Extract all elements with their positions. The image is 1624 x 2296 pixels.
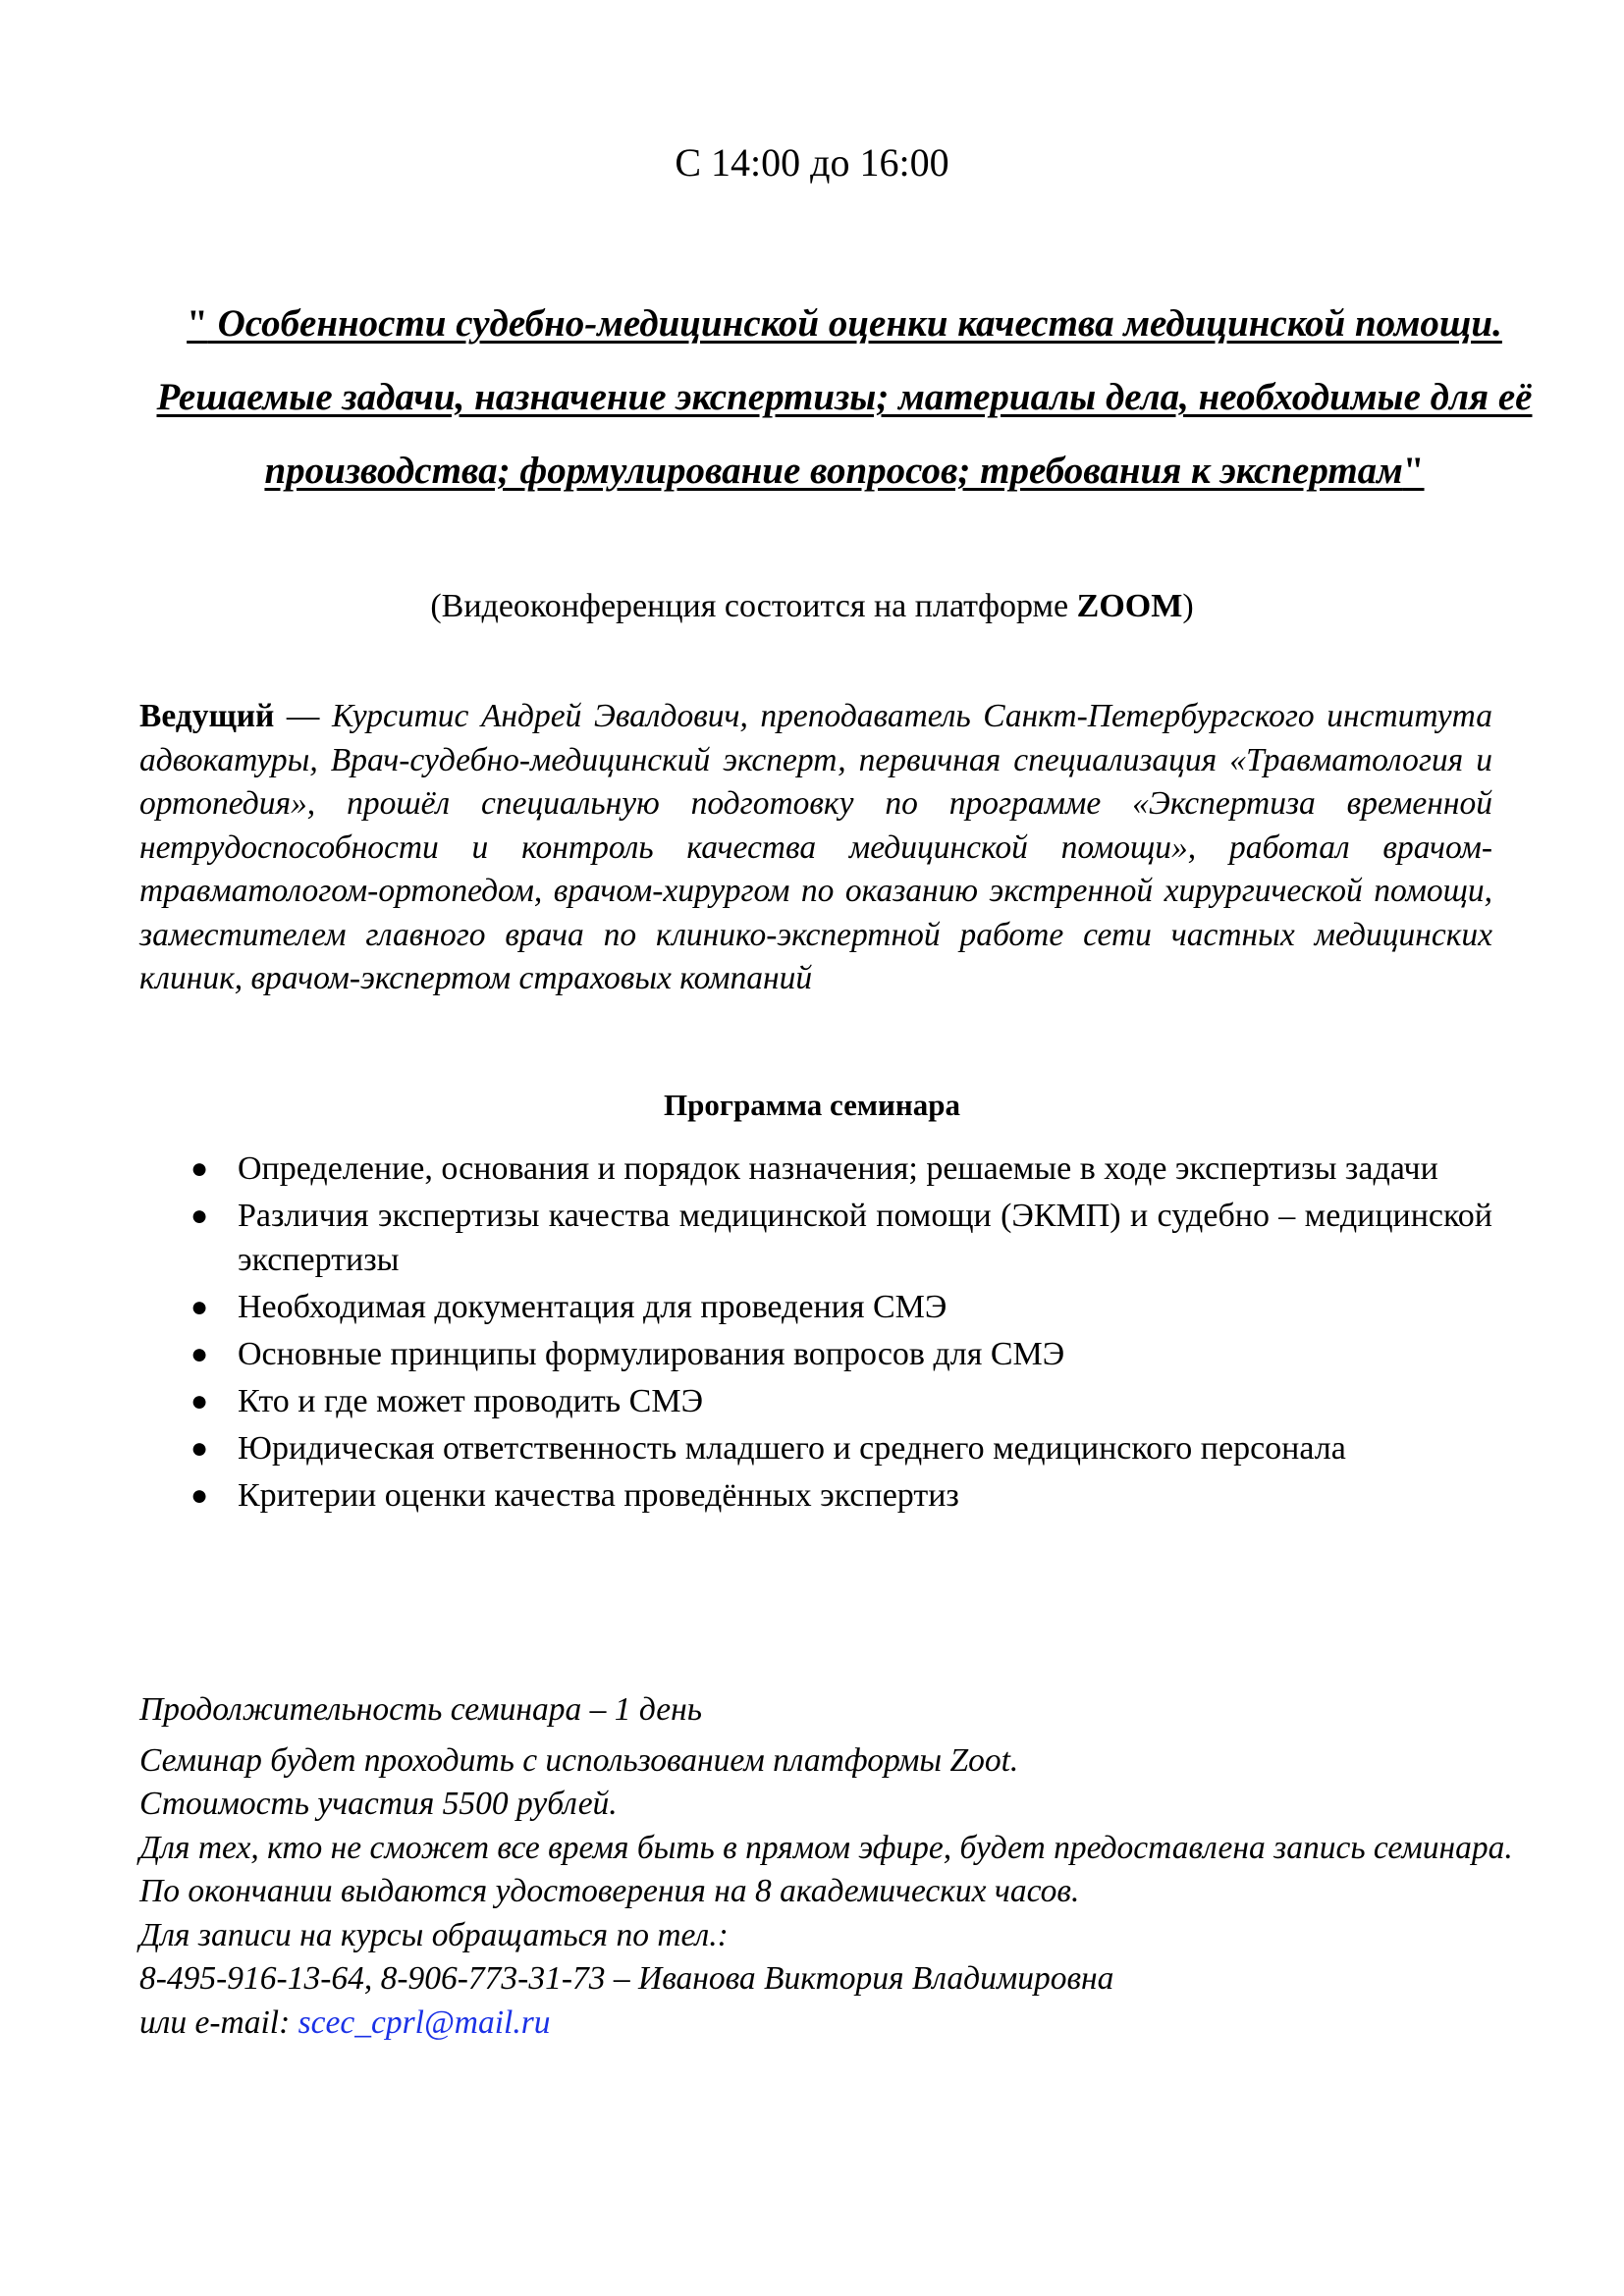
email-link[interactable]: scec_cprl@mail.ru xyxy=(298,2003,551,2041)
recording-line: Для тех, кто не сможет все время быть в прямом эфире, будет предоставлена запись семинара. xyxy=(139,1829,1513,1866)
program-item xyxy=(179,1332,1492,1376)
lecturer-paragraph xyxy=(139,695,1492,1001)
bullet-icon: ● xyxy=(190,1152,209,1185)
program-item xyxy=(179,1194,1492,1282)
lecturer-dash: — xyxy=(274,698,332,734)
program-item xyxy=(179,1285,1492,1329)
title-close-quote: " xyxy=(1402,450,1425,492)
seminar-details xyxy=(139,1688,1514,2045)
conference-note-text: (Видеоконференция состоится на платформе xyxy=(430,588,1077,624)
program-item-text: Различия экспертизы качества медицинской помощи (ЭКМП) и судебно – медицинской экспертизы xyxy=(238,1198,1492,1278)
bullet-icon: ● xyxy=(190,1385,209,1417)
platform-name: ZOOM xyxy=(1076,588,1183,624)
program-item xyxy=(179,1147,1492,1191)
bullet-icon: ● xyxy=(190,1432,209,1465)
seminar-time: С 14:00 до 16:00 xyxy=(675,140,949,185)
program-item xyxy=(179,1426,1492,1470)
bullet-icon: ● xyxy=(190,1338,209,1370)
program-item-text: Основные принципы формулирования вопросов для СМЭ xyxy=(238,1336,1065,1372)
phones-line: 8-495-916-13-64, 8-906-773-31-73 – Иванова Виктория Владимировна xyxy=(139,1960,1114,1997)
seminar-title xyxy=(147,287,1542,507)
title-text: Особенности судебно-медицинской оценки качества медицинской помощи. Решаемые задачи, назначение экспертизы; материалы дела, необходимые для её производства; формулирование вопросов; требования к экспертам xyxy=(156,302,1533,492)
price-line: Стоимость участия 5500 рублей. xyxy=(139,1786,618,1822)
title-open-quote: " xyxy=(187,302,208,345)
lecturer-label: Ведущий xyxy=(139,698,275,734)
duration-line: Продолжительность семинара – 1 день xyxy=(139,1691,702,1728)
platform-line: Семинар будет проходить с использованием платформы Zoot. xyxy=(139,1741,1019,1779)
program-item-text: Критерии оценки качества проведённых экспертиз xyxy=(238,1477,959,1514)
program-heading: Программа семинара xyxy=(664,1088,960,1122)
program-item-text: Кто и где может проводить СМЭ xyxy=(238,1383,704,1419)
program-item-text: Определение, основания и порядок назначения; решаемые в ходе экспертизы задачи xyxy=(238,1150,1438,1187)
conference-note-close: ) xyxy=(1182,588,1194,624)
certificate-line: По окончании выдаются удостоверения на 8 академических часов. xyxy=(139,1873,1080,1909)
program-list xyxy=(179,1147,1492,1518)
bullet-icon: ● xyxy=(190,1479,209,1512)
email-prefix: или e-mail: xyxy=(139,2003,298,2041)
program-item xyxy=(179,1379,1492,1423)
bullet-icon: ● xyxy=(190,1200,209,1232)
program-item-text: Юридическая ответственность младшего и среднего медицинского персонала xyxy=(238,1430,1346,1467)
program-item-text: Необходимая документация для проведения СМЭ xyxy=(238,1289,947,1325)
conference-note xyxy=(0,585,1624,628)
email-line xyxy=(139,2002,1514,2046)
bullet-icon: ● xyxy=(190,1291,209,1323)
lecturer-description: Курситис Андрей Эвалдович, преподаватель Санкт-Петербургского института адвокатуры, Врач-судебно-медицинский эксперт, первичная специализация «Травматология и ортопедия», прошёл специальную подготовку по программе «Экспертиза временной нетрудоспособности и контроль качества медицинской помощи», работал врачом-травматологом-ортопедом, врачом-хирургом по оказанию экстренной хирургической помощи, заместителем главного врача по клинико-экспертной работе сети частных медицинских клиник, врачом-экспертом страховых компаний xyxy=(139,698,1492,996)
program-item xyxy=(179,1473,1492,1518)
contact-intro-line: Для записи на курсы обращаться по тел.: xyxy=(139,1916,729,1953)
